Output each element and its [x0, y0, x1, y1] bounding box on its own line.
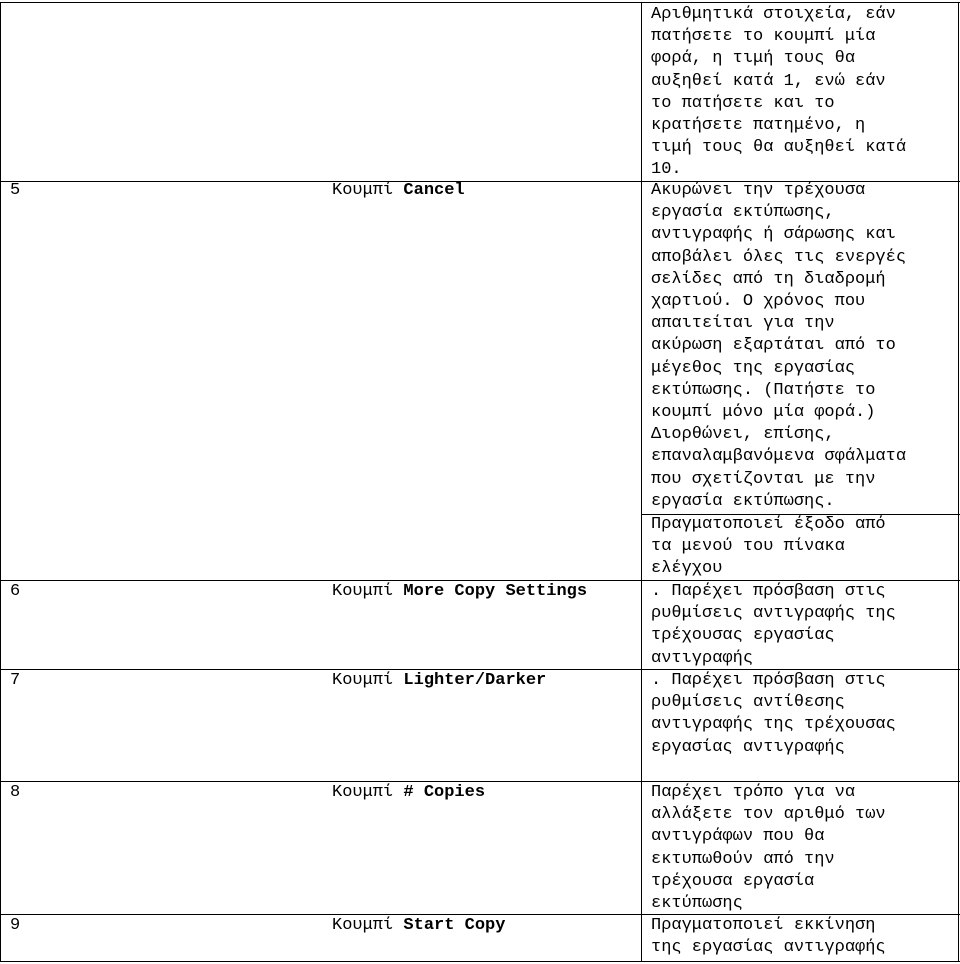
row-label	[332, 915, 505, 937]
label-prefix: Κουμπί	[332, 783, 404, 802]
button-name: # Copies	[403, 783, 486, 802]
row-description: Πραγματοποιεί έξοδο από τα μενού του πίνακα ελέγχου	[651, 515, 886, 579]
row-number: 5	[10, 181, 21, 200]
row-label	[332, 670, 546, 692]
button-name: Start Copy	[403, 916, 506, 935]
row-description: . Παρέχει πρόσβαση στις ρυθμίσεις αντίθεσης αντιγραφής της τρέχουσας εργασίας αντιγραφής	[651, 671, 896, 757]
table-right-border	[958, 2, 959, 962]
label-prefix: Κουμπί	[332, 671, 404, 690]
table-bottom-border	[0, 961, 960, 962]
label-prefix: Κουμπί	[332, 582, 404, 601]
row-number: 6	[10, 582, 21, 601]
row-description: . Παρέχει πρόσβαση στις ρυθμίσεις αντιγραφής της τρέχουσας εργασίας αντιγραφής	[651, 582, 896, 668]
row-description: Παρέχει τρόπο για να αλλάξετε τον αριθμό των αντιγράφων που θα εκτυπωθούν από την τρέχουσα εργασία εκτύπωσης	[651, 783, 886, 914]
column-divider	[641, 2, 642, 962]
row-description: Πραγματοποιεί εκκίνηση της εργασίας αντιγραφής	[651, 916, 886, 958]
button-name: More Copy Settings	[403, 582, 588, 601]
row-label	[332, 180, 465, 202]
label-prefix: Κουμπί	[332, 181, 404, 200]
row-label	[332, 782, 485, 804]
row-number: 8	[10, 783, 21, 802]
row-number: 9	[10, 916, 21, 935]
row-number: 7	[10, 671, 21, 690]
row-label	[332, 581, 587, 603]
label-prefix: Κουμπί	[332, 916, 404, 935]
row-description: Ακυρώνει την τρέχουσα εργασία εκτύπωσης, αντιγραφής ή σάρωσης και αποβάλει όλες τις ενεργές σελίδες από τη διαδρομή χαρτιού. Ο χρόνος που απαιτείται για την ακύρωση εξαρτάται από το μέγεθος της εργασίας εκτύπωσης. (Πατήστε το κουμπί μόνο μία φορά.) Διορθώνει, επίσης, επαναλαμβανόμενα σφάλματα που σχετίζονται με την εργασία εκτύπωσης.	[651, 181, 907, 511]
table-left-border	[0, 2, 1, 962]
button-name: Lighter/Darker	[403, 671, 547, 690]
table-top-border	[0, 2, 960, 3]
button-name: Cancel	[403, 181, 465, 200]
row-description: Αριθμητικά στοιχεία, εάν πατήσετε το κουμπί μία φορά, η τιμή τους θα αυξηθεί κατά 1, ενώ εάν το πατήσετε και το κρατήσετε πατημένο, η τιμή τους θα αυξηθεί κατά 10.	[651, 5, 907, 180]
